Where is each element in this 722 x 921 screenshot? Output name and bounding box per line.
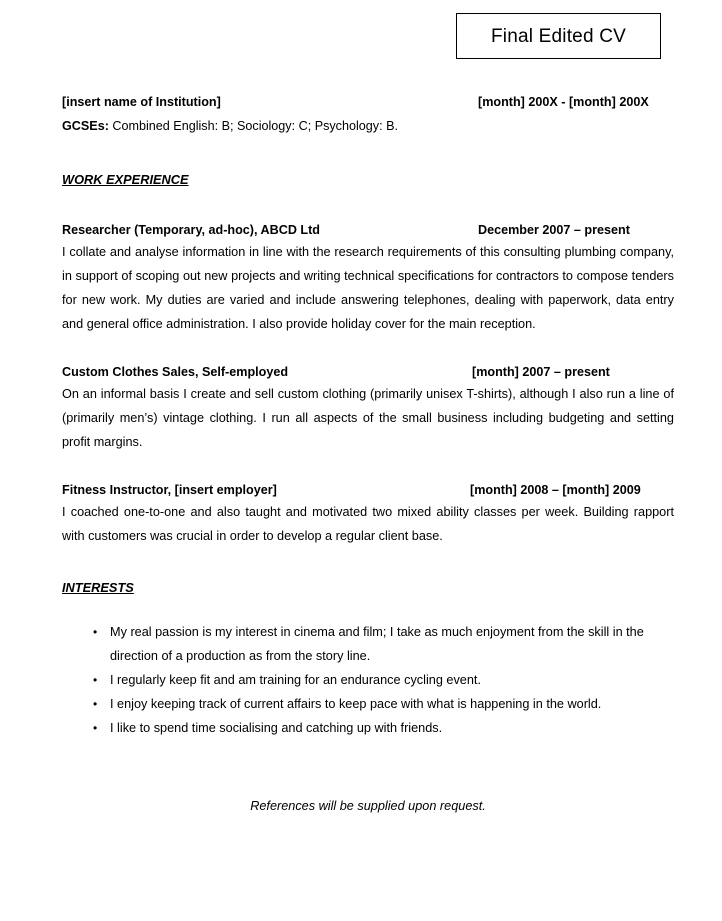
education-dates: [month] 200X - [month] 200X bbox=[478, 95, 649, 109]
job-dates: December 2007 – present bbox=[478, 223, 630, 237]
list-item-text: I enjoy keeping track of current affairs to keep pace with what is happening in the world. bbox=[110, 697, 602, 711]
job-entry-heading bbox=[62, 480, 674, 500]
bullet-icon: • bbox=[93, 673, 98, 687]
job-description: On an informal basis I create and sell custom clothing (primarily unisex T-shirts), although I also run a line of (primarily men’s) vintage clothing. I run all aspects of the small business including budgeting and setting profit margins. bbox=[62, 387, 674, 449]
job-description: I collate and analyse information in line with the research requirements of this consulting plumbing company, in support of scoping out new projects and writing technical specifications for contractors to compose tenders for new work. My duties are varied and include answering telephones, dealing with paperwork, data entry and general office administration. I also provide holiday cover for the main reception. bbox=[62, 245, 674, 331]
job-title: Custom Clothes Sales, Self-employed bbox=[62, 365, 289, 379]
qualifications-value: Combined English: B; Sociology: C; Psychology: B. bbox=[108, 119, 398, 133]
job-title: Researcher (Temporary, ad-hoc), ABCD Ltd bbox=[62, 223, 320, 237]
education-qualifications bbox=[62, 116, 674, 136]
list-item bbox=[62, 620, 674, 668]
job-dates: [month] 2007 – present bbox=[472, 365, 610, 379]
job-description: I coached one-to-one and also taught and motivated two mixed ability classes per week. Building rapport with customers was crucial in order to develop a regular client base. bbox=[62, 505, 674, 543]
list-item bbox=[62, 668, 674, 692]
bullet-icon: • bbox=[93, 625, 98, 639]
list-item-text: I like to spend time socialising and catching up with friends. bbox=[110, 721, 443, 735]
references-note: References will be supplied upon request. bbox=[250, 799, 486, 813]
section-heading-interests: INTERESTS bbox=[62, 580, 134, 595]
document-title-label: Final Edited CV bbox=[490, 25, 626, 47]
qualifications-label: GCSEs: bbox=[62, 119, 109, 133]
list-item bbox=[62, 692, 674, 716]
job-title: Fitness Instructor, [insert employer] bbox=[62, 483, 277, 497]
job-entry-heading bbox=[62, 220, 674, 240]
list-item-text: I regularly keep fit and am training for an endurance cycling event. bbox=[110, 673, 481, 687]
education-entry-heading bbox=[62, 92, 674, 112]
bullet-icon: • bbox=[93, 721, 98, 735]
job-dates: [month] 2008 – [month] 2009 bbox=[470, 483, 641, 497]
bullet-icon: • bbox=[93, 697, 98, 711]
document-body bbox=[62, 92, 674, 816]
job-entry-heading bbox=[62, 362, 674, 382]
section-heading-work-experience: WORK EXPERIENCE bbox=[62, 172, 189, 187]
education-institution: [insert name of Institution] bbox=[62, 95, 221, 109]
document-title-box bbox=[456, 13, 661, 59]
interests-list bbox=[62, 620, 674, 740]
list-item bbox=[62, 716, 674, 740]
list-item-text: My real passion is my interest in cinema and film; I take as much enjoyment from the skill in the direction of a production as from the story line. bbox=[110, 625, 644, 663]
